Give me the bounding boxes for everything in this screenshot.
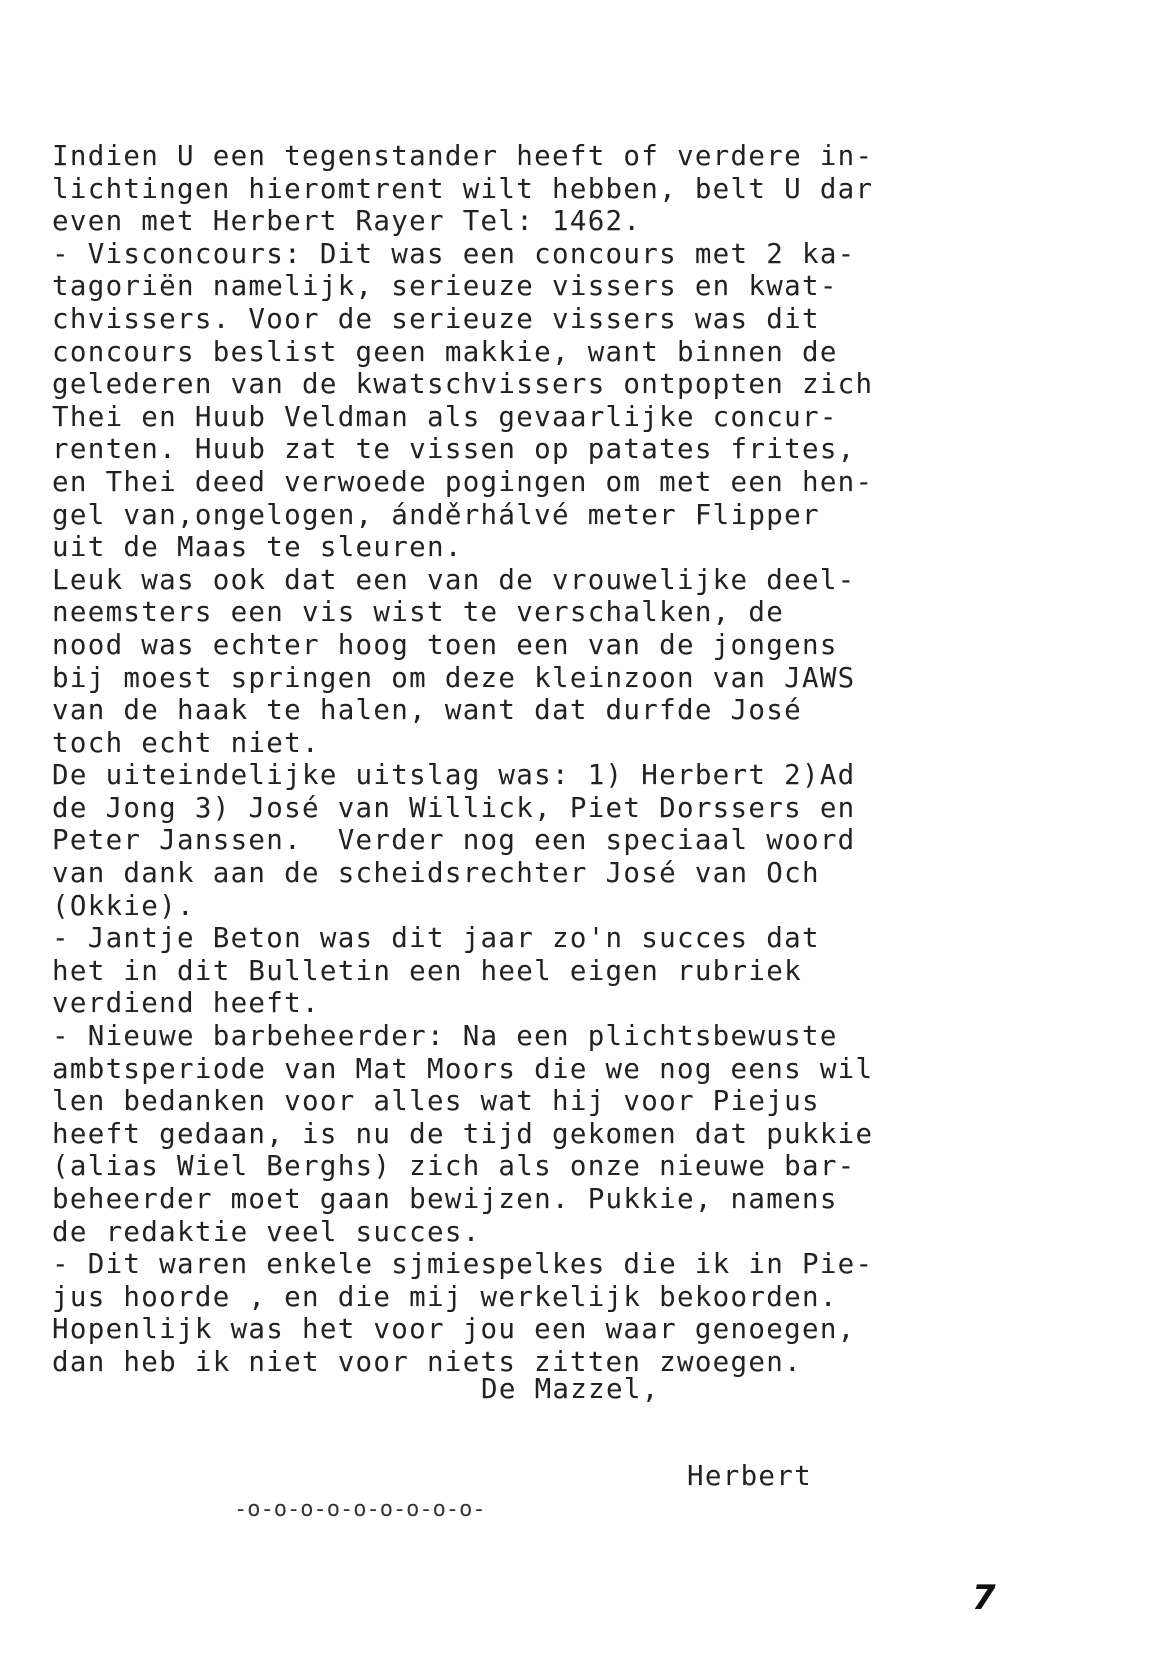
signoff-closing: De Mazzel,: [481, 1373, 660, 1405]
text-line: ambtsperiode van Mat Moors die we nog eens wil: [52, 1052, 874, 1085]
text-line: chvissers. Voor de serieuze vissers was dit: [52, 302, 820, 335]
text-line: het in dit Bulletin een heel eigen rubriek: [52, 954, 802, 987]
text-line: even met Herbert Rayer Tel: 1462.: [52, 205, 642, 238]
text-line: jus hoorde , en die mij werkelijk bekoorden.: [52, 1280, 838, 1313]
text-line: verdiend heeft.: [52, 987, 320, 1020]
text-line: - Visconcours: Dit was een concours met 2 ka-: [52, 237, 856, 270]
text-line: Hopenlijk was het voor jou een waar genoegen,: [52, 1313, 856, 1346]
text-line: van dank aan de scheidsrechter José van Och: [52, 857, 820, 890]
text-line: Peter Janssen. Verder nog een speciaal woord: [52, 824, 856, 857]
text-line: uit de Maas te sleuren.: [52, 531, 463, 564]
text-line: Thei en Huub Veldman als gevaarlijke concur-: [52, 400, 838, 433]
article-body: [52, 140, 1052, 1379]
text-line: Indien U een tegenstander heeft of verdere in-: [52, 140, 874, 172]
text-line: concours beslist geen makkie, want binnen de: [52, 335, 838, 368]
text-line: nood was echter hoog toen een van de jongens: [52, 628, 838, 661]
page-number: 7: [972, 1578, 996, 1618]
signoff-author: Herbert: [687, 1460, 812, 1492]
text-line: de Jong 3) José van Willick, Piet Dorssers en: [52, 791, 856, 824]
section-divider: -o-o-o-o-o-o-o-o-o-: [234, 1497, 486, 1522]
text-line: van de haak te halen, want dat durfde José: [52, 694, 802, 727]
text-line: Leuk was ook dat een van de vrouwelijke deel-: [52, 563, 856, 596]
text-line: bij moest springen om deze kleinzoon van JAWS: [52, 661, 856, 694]
text-line: - Nieuwe barbeheerder: Na een plichtsbewuste: [52, 1020, 838, 1053]
text-line: (alias Wiel Berghs) zich als onze nieuwe bar-: [52, 1150, 856, 1183]
text-line: en Thei deed verwoede pogingen om met een hen-: [52, 465, 874, 498]
text-line: De uiteindelijke uitslag was: 1) Herbert 2)Ad: [52, 759, 856, 792]
text-line: len bedanken voor alles wat hij voor Piejus: [52, 1085, 820, 1118]
text-line: (Okkie).: [52, 889, 195, 922]
text-line: dan heb ik niet voor niets zitten zwoegen.: [52, 1345, 802, 1378]
text-line: - Dit waren enkele sjmiespelkes die ik in Pie-: [52, 1248, 874, 1281]
text-line: renten. Huub zat te vissen op patates frites,: [52, 433, 856, 466]
text-line: gel van,ongelogen, ánděrhálvé meter Flipper: [52, 498, 820, 531]
text-line: de redaktie veel succes.: [52, 1215, 481, 1248]
text-line: beheerder moet gaan bewijzen. Pukkie, namens: [52, 1183, 838, 1215]
text-line: neemsters een vis wist te verschalken, de: [52, 596, 785, 629]
text-line: tagoriën namelijk, serieuze vissers en kwat-: [52, 270, 838, 303]
text-line: heeft gedaan, is nu de tijd gekomen dat pukkie: [52, 1117, 874, 1150]
text-line: gelederen van de kwatschvissers ontpopten zich: [52, 368, 874, 401]
text-line: - Jantje Beton was dit jaar zo'n succes dat: [52, 922, 820, 955]
text-line: toch echt niet.: [52, 726, 320, 759]
text-line: lichtingen hieromtrent wilt hebben, belt U dar: [52, 172, 874, 205]
